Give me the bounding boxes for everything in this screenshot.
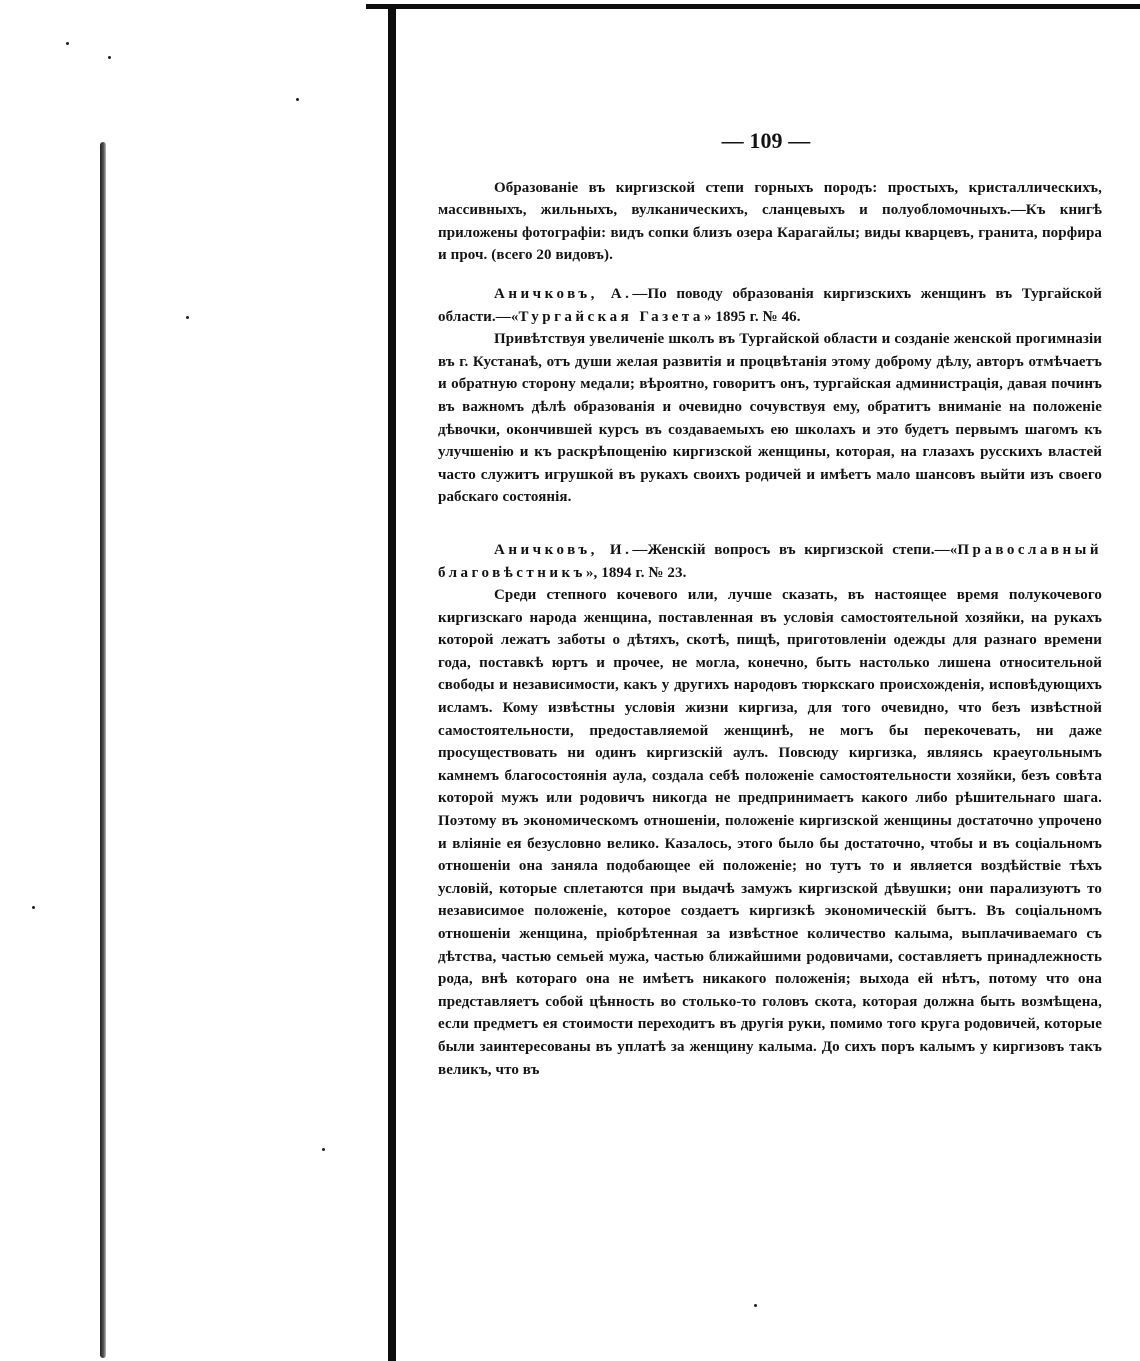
entry-citation [438,283,1102,328]
entry-issue: », 1894 г. № 23. [585,564,687,581]
entry-journal: Православный благовѣстникъ [438,541,1103,581]
scan-speck [754,1304,757,1307]
scan-speck [32,906,35,909]
scan-top-rule [366,4,1140,9]
page-content [438,120,1102,1097]
entry-journal: Тургайская Газета [518,308,704,325]
entry-title: —Женскій вопросъ въ киргизской степи.—« [632,541,958,558]
entry-author: Аничковъ, А. [494,285,633,302]
entry-issue: » 1895 г. № 46. [703,308,801,325]
scan-speck [296,98,299,101]
book-spine-shadow [388,4,396,1361]
entry-annotation: Образованіе въ киргизской степи горныхъ породъ: простыхъ, кристаллическихъ, массивныхъ, жильныхъ, вулканическихъ, сланцевыхъ и полуобломочныхъ.—Къ книгѣ приложены фотографіи: видъ сопки близъ озера Карагайлы; виды кварцевъ, гранита, порфира и проч. (всего 20 видовъ). [438,179,1102,264]
entry-author: Аничковъ, И. [494,541,633,558]
bibliography-entry [438,539,1102,1081]
entry-annotation: Привѣтствуя увеличеніе школъ въ Тургайской области и созданіе женской прогимназіи въ г. Кустанаѣ, отъ души желая развитія и процвѣтанія этому доброму дѣлу, авторъ отмѣчаетъ и обратную сторону медали; вѣроятно, говоритъ онъ, тургайская администрація, давая починъ въ важномъ дѣлѣ образованія и очевидно сочувствуя ему, обратитъ вниманіе на положеніе дѣвочки, окончившей курсъ въ создаваемыхъ ею школахъ и это будетъ первымъ шагомъ къ улучшенію и къ раскрѣпощенію киргизской женщины, которая, на глазахъ русскихъ властей часто служитъ игрушкой въ рукахъ своихъ родичей и имѣетъ мало шансовъ выйти изъ своего рабскаго состоянія. [438,331,1102,506]
scan-speck [322,1148,325,1151]
bibliography-entry [438,283,1102,509]
scan-speck [108,56,111,59]
scan-speck [66,42,69,45]
entry-annotation: Среди степного кочевого или, лучше сказать, въ настоящее время полукочевого киргизскаго народа женщина, поставленная въ условія самостоятельной хозяйки, на рукахъ которой лежатъ заботы о дѣтяхъ, скотѣ, пищѣ, приготовленіи одежды для разнаго времени года, поставкѣ юртъ и прочее, не могла, конечно, быть настолько лишена относительной свободы и независимости, какъ у другихъ народовъ тюркскаго происхожденія, исповѣдующихъ исламъ. Кому извѣстны условія жизни киргиза, для того очевидно, что безъ извѣстной самостоятельности, предоставляемой женщинѣ, не могъ бы перекочевать, ни даже просуществовать ни одинъ киргизскій аулъ. Повсюду киргизка, являясь краеугольнымъ камнемъ благосостоянія аула, создала себѣ положеніе самостоятельности хозяйки, безъ совѣта которой мужъ или родовичъ никогда не предпринимаетъ какого либо рѣшительнаго шага. Поэтому въ экономическомъ отношеніи, положеніе киргизской женщины достаточно упрочено и вліяніе ея безусловно велико. Казалось, этого было бы достаточно, чтобы и въ соціальномъ отношеніи она заняла подобающее ей положеніе; но тутъ то и является воздѣйствіе тѣхъ условій, которые сплетаются при выдачѣ замужъ киргизской дѣвушки; они парализуютъ то независимое положеніе, которое создаетъ киргизкѣ экономическій бытъ. Въ соціальномъ отношеніи женщина, пріобрѣтенная за извѣстное количество калыма, выплачиваемаго съ дѣтства, частью семьей мужа, частью ближайшими родовичами, составляетъ принадлежность рода, внѣ котораго она не имѣетъ никакого положенія; выхода ей нѣтъ, потому что она представляетъ собой цѣнность во столько-то головъ скота, которая должна быть возмѣщена, если предметъ ея стоимости переходитъ въ другія руки, помимо того круга родовичей, которые были заинтересованы въ уплатѣ за женщину калыма. До сихъ поръ калымъ у киргизовъ такъ великъ, что въ [438,587,1102,1078]
bibliography-entry [438,177,1102,267]
entry-title: —По поводу образованія киргизскихъ женщинъ въ Тургайской области.—« [438,285,1103,325]
left-page-edge [100,142,106,1358]
entry-citation [438,539,1102,584]
scan-speck [186,316,189,319]
page-number: — 109 — [721,128,811,153]
